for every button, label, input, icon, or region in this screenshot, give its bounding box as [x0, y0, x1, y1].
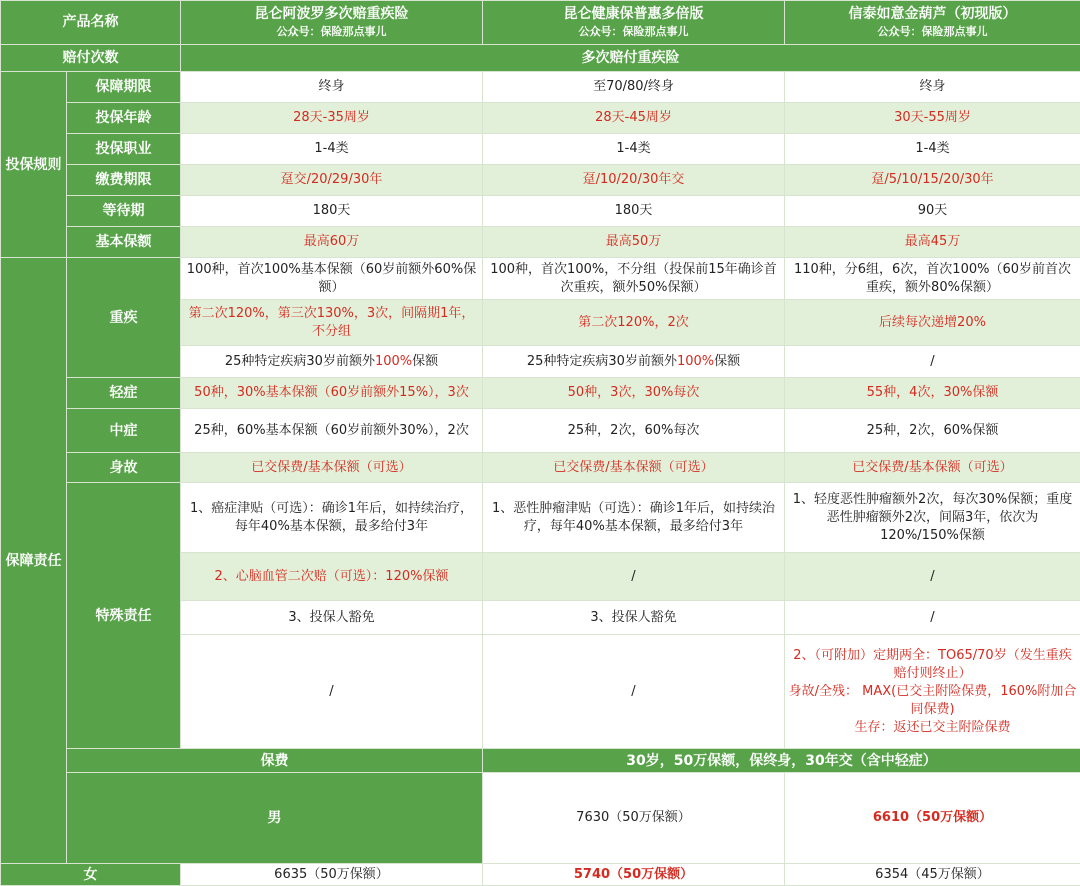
coverage-cell: 25种，2次，60%每次: [483, 409, 785, 453]
special-cell: /: [483, 635, 785, 749]
special-cell: 1、轻度恶性肿瘤额外2次，每次30%保额；重度恶性肿瘤额外2次，间隔3年，依次为120%/150%保额: [785, 483, 1080, 553]
premium-cell: 6354（45万保额）: [785, 864, 1080, 886]
premium-female-label: 女: [1, 864, 181, 886]
coverage-cell: 50种，30%基本保额（60岁前额外15%），3次: [181, 378, 483, 409]
special-cell: 3、投保人豁免: [181, 601, 483, 635]
rule-label: 保障期限: [67, 72, 181, 103]
rule-cell: 趸/5/10/15/20/30年: [785, 165, 1080, 196]
coverage-cell: 110种，分6组，6次，首次100%（60岁前首次重疾，额外80%保额）: [785, 258, 1080, 300]
premium-cell: 7630（50万保额）: [483, 773, 785, 864]
coverage-cell: 已交保费/基本保额（可选）: [181, 453, 483, 483]
rule-cell: 30天-55周岁: [785, 103, 1080, 134]
rule-label: 投保职业: [67, 134, 181, 165]
coverage-cell: 100种，首次100%基本保额（60岁前额外60%保额）: [181, 258, 483, 300]
rule-cell: 趸交/20/29/30年: [181, 165, 483, 196]
rule-cell: 1-4类: [181, 134, 483, 165]
rule-cell: 趸/10/20/30年交: [483, 165, 785, 196]
rule-cell: 最高60万: [181, 227, 483, 258]
premium-cell: 6610（50万保额）: [785, 773, 1080, 864]
rule-label: 基本保额: [67, 227, 181, 258]
special-cell: /: [181, 635, 483, 749]
special-duty-label: 特殊责任: [67, 483, 181, 749]
premium-cell: 5740（50万保额）: [483, 864, 785, 886]
special-cell-annuity: [785, 635, 1080, 749]
coverage-cell: 第二次120%，2次: [483, 300, 785, 346]
rule-label: 缴费期限: [67, 165, 181, 196]
product-header-3: 信泰如意金葫芦（初现版） 公众号：保险那点事儿: [785, 1, 1080, 45]
mild-illness-label: 轻症: [67, 378, 181, 409]
death-label: 身故: [67, 453, 181, 483]
rule-cell: 28天-45周岁: [483, 103, 785, 134]
rule-cell: 至70/80/终身: [483, 72, 785, 103]
payout-times-value: 多次赔付重疾险: [181, 45, 1080, 72]
rule-cell: 终身: [181, 72, 483, 103]
coverage-cell: /: [785, 346, 1080, 378]
rule-cell: 最高50万: [483, 227, 785, 258]
coverage-cell: 100种，首次100%，不分组（投保前15年确诊首次重疾，额外50%保额）: [483, 258, 785, 300]
critical-illness-label: 重疾: [67, 258, 181, 378]
premium-male-label: 男: [67, 773, 483, 864]
coverage-cell: 25种，60%基本保额（60岁前额外30%），2次: [181, 409, 483, 453]
coverage-cell: 后续每次递增20%: [785, 300, 1080, 346]
special-cell: 1、恶性肿瘤津贴（可选）：确诊1年后，如持续治疗，每年40%基本保额，最多给付3年: [483, 483, 785, 553]
special-cell: 2、心脑血管二次赔（可选）：120%保额: [181, 553, 483, 601]
rule-cell: 28天-35周岁: [181, 103, 483, 134]
coverage-cell: 已交保费/基本保额（可选）: [785, 453, 1080, 483]
rule-cell: 最高45万: [785, 227, 1080, 258]
special-cell: /: [785, 553, 1080, 601]
rule-label: 投保年龄: [67, 103, 181, 134]
rule-label: 等待期: [67, 196, 181, 227]
coverage-cell: 25种特定疾病30岁前额外100%保额: [181, 346, 483, 378]
coverage-cell: 25种特定疾病30岁前额外100%保额: [483, 346, 785, 378]
rule-cell: 180天: [181, 196, 483, 227]
special-cell: /: [785, 601, 1080, 635]
payout-times-label: 赔付次数: [1, 45, 181, 72]
annuity-line: 生存：返还已交主附险保费: [788, 719, 1077, 737]
rules-group-label: 投保规则: [1, 72, 67, 258]
coverage-cell: 25种，2次，60%保额: [785, 409, 1080, 453]
premium-label: 保费: [67, 749, 483, 773]
special-cell: /: [483, 553, 785, 601]
coverage-group-label: 保障责任: [1, 258, 67, 864]
coverage-cell: 50种，3次，30%每次: [483, 378, 785, 409]
rule-cell: 1-4类: [483, 134, 785, 165]
annuity-line: 身故/全残： MAX(已交主附险保费，160%附加合同保费): [788, 683, 1077, 719]
coverage-cell: 第二次120%，第三次130%，3次，间隔期1年，不分组: [181, 300, 483, 346]
rule-cell: 1-4类: [785, 134, 1080, 165]
product-header-2: 昆仑健康保普惠多倍版 公众号：保险那点事儿: [483, 1, 785, 45]
coverage-cell: 已交保费/基本保额（可选）: [483, 453, 785, 483]
product-name-label: 产品名称: [1, 1, 181, 45]
premium-cell: 6635（50万保额）: [181, 864, 483, 886]
rule-cell: 180天: [483, 196, 785, 227]
rule-cell: 90天: [785, 196, 1080, 227]
moderate-illness-label: 中症: [67, 409, 181, 453]
product-header-1: 昆仑阿波罗多次赔重疾险 公众号：保险那点事儿: [181, 1, 483, 45]
special-cell: 1、癌症津贴（可选）：确诊1年后，如持续治疗，每年40%基本保额，最多给付3年: [181, 483, 483, 553]
rule-cell: 终身: [785, 72, 1080, 103]
premium-desc: 30岁，50万保额，保终身，30年交（含中轻症）: [483, 749, 1080, 773]
annuity-line: 2、（可附加）定期两全：TO65/70岁（发生重疾赔付则终止）: [788, 647, 1077, 683]
coverage-cell: 55种，4次，30%保额: [785, 378, 1080, 409]
special-cell: 3、投保人豁免: [483, 601, 785, 635]
